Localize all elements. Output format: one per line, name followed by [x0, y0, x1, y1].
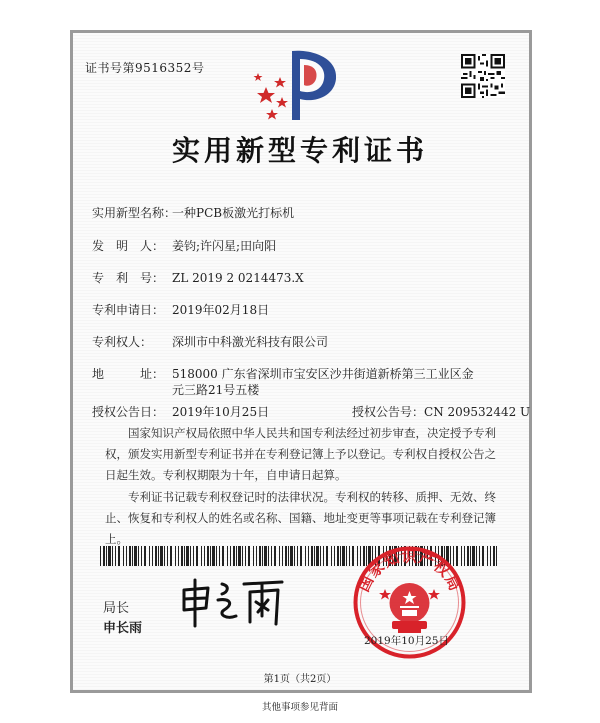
director-name: 申长雨	[103, 621, 143, 636]
barcode-bar	[334, 546, 335, 566]
barcode-bar	[288, 546, 289, 566]
field-label: 实用新型名称：	[92, 206, 177, 220]
field-label: 专 利 号：	[92, 271, 165, 285]
barcode-bar	[490, 546, 491, 566]
field-value: 一种PCB板激光打标机	[172, 206, 295, 220]
barcode-bar	[155, 546, 157, 566]
field-label: 专利权人：	[92, 335, 153, 349]
barcode-bar	[349, 546, 350, 566]
barcode-bar	[342, 546, 345, 566]
barcode-bar	[178, 546, 179, 566]
barcode-bar	[108, 546, 111, 566]
barcode-bar	[236, 546, 237, 566]
back-note: 其他事项参见背面	[261, 702, 338, 713]
barcode-bar	[282, 546, 283, 566]
field-application-date	[92, 301, 269, 318]
barcode-bar	[308, 546, 309, 566]
page-number: 第1页（共2页）	[263, 674, 337, 685]
barcode-bar	[216, 546, 217, 566]
barcode-bar	[230, 546, 231, 566]
barcode-bar	[326, 546, 328, 566]
barcode-bar	[314, 546, 315, 566]
barcode-bar	[290, 546, 293, 566]
field-value: CN 209532442 U	[424, 405, 531, 419]
barcode-bar	[196, 546, 198, 566]
barcode-bar	[242, 546, 243, 566]
barcode-bar	[248, 546, 250, 566]
qr-code-icon	[461, 54, 505, 98]
director-signature-icon	[178, 576, 288, 631]
barcode-bar	[186, 546, 189, 566]
field-address	[92, 365, 474, 382]
barcode-bar	[123, 546, 124, 566]
field-value: 2019年10月25日	[172, 405, 270, 419]
barcode-bar	[337, 546, 339, 566]
barcode-bar	[141, 546, 142, 566]
barcode-bar	[210, 546, 211, 566]
barcode-bar	[268, 546, 269, 566]
field-grant-date	[92, 403, 269, 420]
barcode-bar	[340, 546, 341, 566]
barcode-bar	[134, 546, 137, 566]
barcode-bar	[285, 546, 287, 566]
barcode-bar	[112, 546, 113, 566]
barcode-bar	[470, 546, 471, 566]
barcode-bar	[496, 546, 497, 566]
barcode-bar	[300, 546, 302, 566]
barcode-bar	[190, 546, 191, 566]
barcode-bar	[193, 546, 194, 566]
seal-date: 2019年10月25日	[364, 635, 449, 647]
barcode-bar	[245, 546, 246, 566]
field-inventor	[92, 237, 276, 254]
barcode-bar	[164, 546, 165, 566]
field-label: 发 明 人：	[92, 239, 165, 253]
legal-paragraph-2: 专利证书记载专利权登记时的法律状况。专利权的转移、质押、无效、终止、恢复和专利权人的姓名或名称、国籍、地址变更等事项记载在专利登记簿上。	[105, 490, 496, 546]
barcode-bar	[487, 546, 488, 566]
certificate-number: 证书号第9516352号	[85, 61, 205, 75]
field-patentee	[92, 333, 328, 350]
field-grant-number	[352, 403, 530, 420]
barcode-bar	[132, 546, 133, 566]
legal-paragraph-1: 国家知识产权局依照中华人民共和国专利法经过初步审查，决定授予专利权，颁发实用新型专利证书并在专利登记簿上予以登记。专利权自授权公告之日起生效。专利权期限为十年，自申请日起算。	[105, 426, 496, 482]
cnipa-emblem-icon	[252, 47, 344, 122]
barcode-bar	[331, 546, 332, 566]
barcode-bar	[222, 546, 224, 566]
barcode-bar	[149, 546, 150, 566]
barcode-bar	[160, 546, 163, 566]
barcode-bar	[129, 546, 131, 566]
barcode-bar	[279, 546, 280, 566]
barcode-bar	[212, 546, 215, 566]
barcode-bar	[219, 546, 220, 566]
field-value: 518000 广东省深圳市宝安区沙井街道新桥第三工业区金	[172, 367, 474, 381]
field-label: 授权公告号：	[352, 405, 425, 419]
barcode-bar	[201, 546, 202, 566]
barcode-bar	[476, 546, 477, 566]
barcode-bar	[274, 546, 276, 566]
barcode-bar	[103, 546, 105, 566]
barcode-bar	[271, 546, 272, 566]
barcode-bar	[493, 546, 495, 566]
barcode-bar	[253, 546, 254, 566]
barcode-bar	[158, 546, 159, 566]
barcode-bar	[346, 546, 347, 566]
barcode-bar	[259, 546, 261, 566]
barcode-bar	[311, 546, 313, 566]
barcode-bar	[175, 546, 176, 566]
barcode-bar	[297, 546, 298, 566]
barcode-bar	[144, 546, 146, 566]
barcode-bar	[138, 546, 139, 566]
barcode-bar	[100, 546, 101, 566]
barcode-bar	[115, 546, 116, 566]
barcode-bar	[320, 546, 321, 566]
certificate-title: 实用新型专利证书	[171, 134, 428, 167]
barcode-bar	[118, 546, 120, 566]
barcode-bar	[467, 546, 469, 566]
field-value: 2019年02月18日	[172, 303, 270, 317]
barcode-bar	[106, 546, 107, 566]
field-label: 专利申请日：	[92, 303, 165, 317]
field-value: ZL 2019 2 0214473.X	[172, 271, 304, 285]
field-utility-model-name	[92, 204, 294, 221]
barcode-bar	[227, 546, 228, 566]
barcode-bar	[323, 546, 324, 566]
barcode-bar	[207, 546, 209, 566]
barcode-bar	[181, 546, 183, 566]
barcode-bar	[170, 546, 172, 566]
field-address-line2: 元三路21号五楼	[172, 383, 260, 397]
barcode-bar	[204, 546, 205, 566]
barcode-bar	[264, 546, 267, 566]
barcode-bar	[256, 546, 257, 566]
seal-text: 国家知识产权局	[354, 547, 465, 595]
barcode-bar	[152, 546, 153, 566]
field-label: 授权公告日：	[92, 405, 165, 419]
barcode-bar	[238, 546, 241, 566]
field-label: 地 址：	[92, 367, 165, 381]
barcode-bar	[305, 546, 306, 566]
barcode-bar	[294, 546, 295, 566]
barcode-bar	[167, 546, 168, 566]
field-value: 深圳市中科激光科技有限公司	[172, 335, 329, 349]
barcode-bar	[479, 546, 480, 566]
barcode-bar	[472, 546, 475, 566]
barcode-bar	[184, 546, 185, 566]
barcode-bar	[482, 546, 484, 566]
barcode-bar	[316, 546, 319, 566]
field-value: 姜钧;许闪星;田向阳	[172, 239, 277, 253]
barcode-bar	[233, 546, 235, 566]
barcode-bar	[262, 546, 263, 566]
field-patent-number	[92, 269, 304, 286]
barcode-bar	[126, 546, 127, 566]
director-title: 局长	[103, 601, 130, 616]
